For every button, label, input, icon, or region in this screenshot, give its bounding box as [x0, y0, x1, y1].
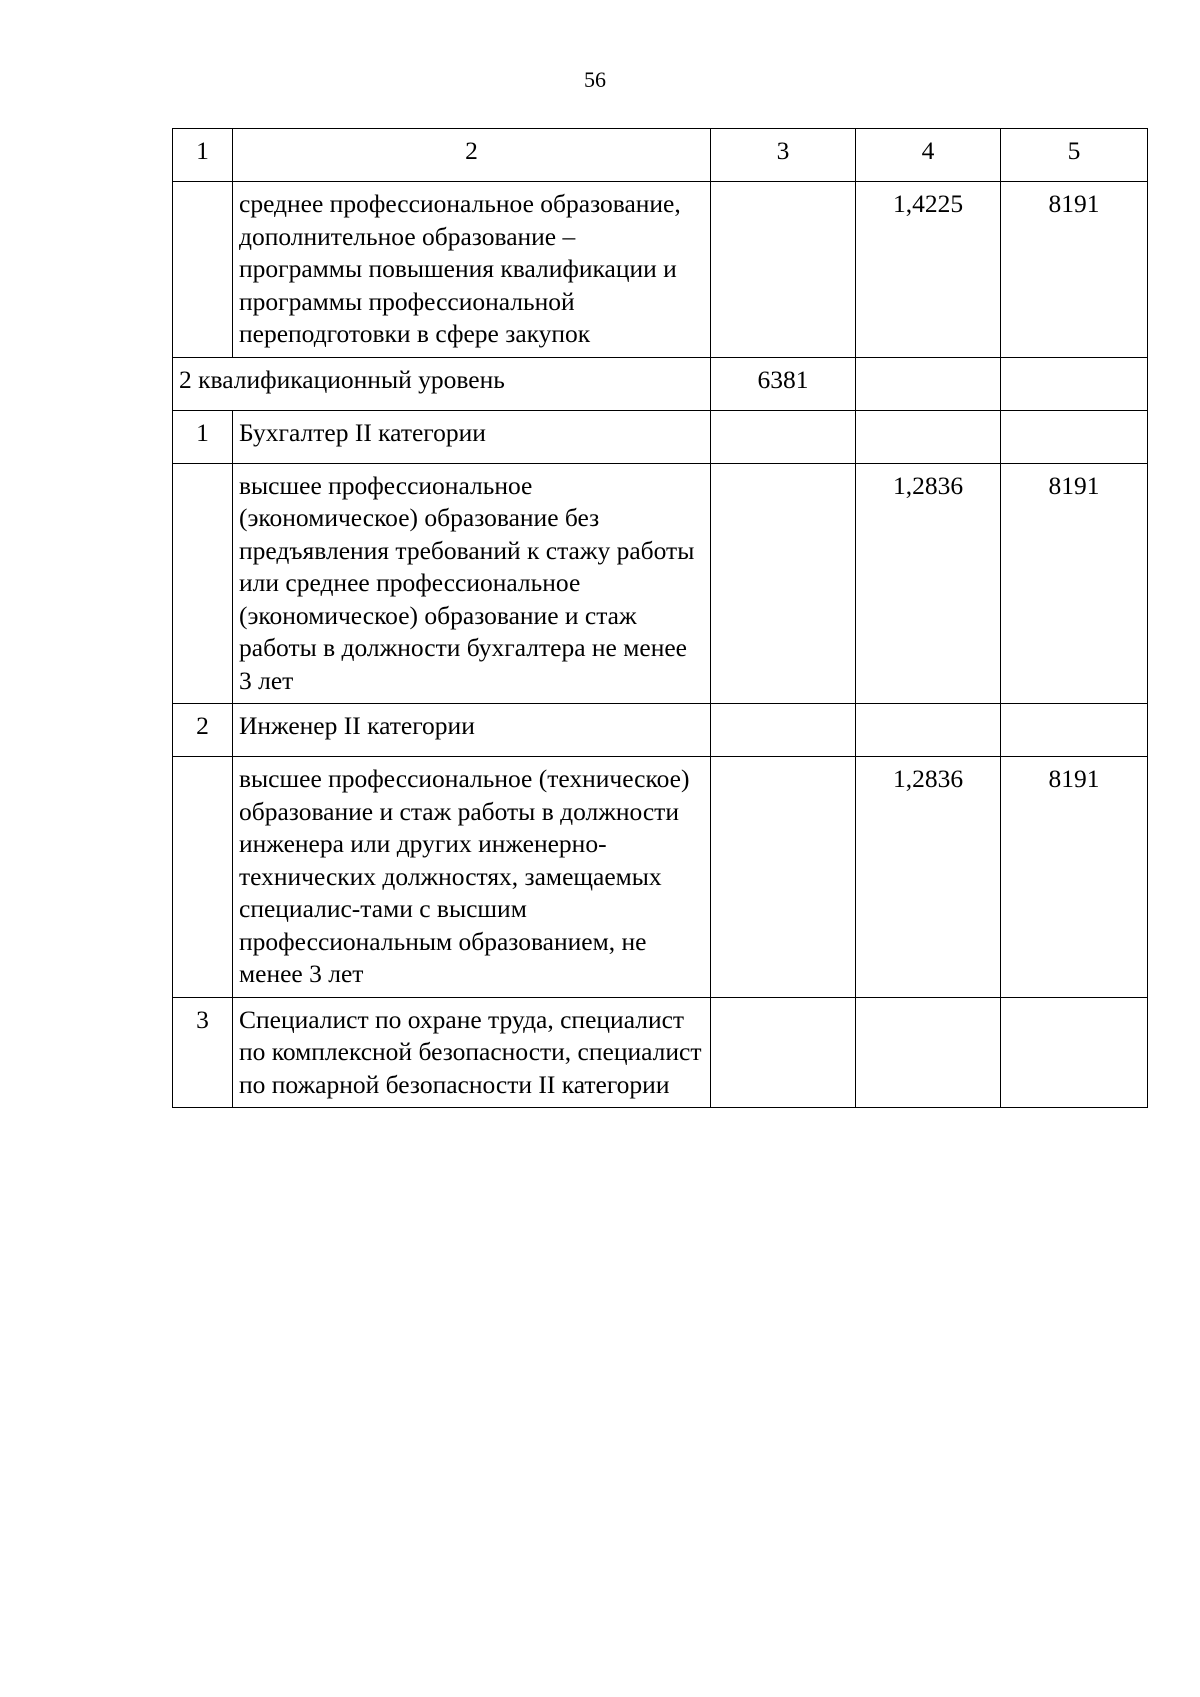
base-salary-cell — [711, 463, 856, 704]
coefficient-cell — [856, 357, 1001, 410]
coefficient-cell: 1,4225 — [856, 182, 1001, 358]
table-row — [173, 182, 1148, 358]
row-number-cell — [173, 757, 233, 998]
header-col-2: 2 — [233, 129, 711, 182]
amount-cell: 8191 — [1001, 757, 1148, 998]
coefficient-cell — [856, 997, 1001, 1108]
header-col-4: 4 — [856, 129, 1001, 182]
amount-cell — [1001, 357, 1148, 410]
amount-cell: 8191 — [1001, 182, 1148, 358]
requirement-text-cell: высшее профессиональное (техническое) образование и стаж работы в должности инженера или других инженерно-технических должностях, замещаемых специалис-тами с высшим профессиональным образованием, не менее 3 лет — [233, 757, 711, 998]
position-title-cell: Бухгалтер II категории — [233, 410, 711, 463]
header-col-1: 1 — [173, 129, 233, 182]
table-row — [173, 463, 1148, 704]
position-title-cell: Инженер II категории — [233, 704, 711, 757]
coefficient-cell: 1,2836 — [856, 463, 1001, 704]
row-number-cell: 3 — [173, 997, 233, 1108]
requirement-text-cell: среднее профессиональное образование, дополнительное образование – программы повышения квалификации и программы профессиональной переподготовки в сфере закупок — [233, 182, 711, 358]
base-salary-cell — [711, 182, 856, 358]
table-header-row — [173, 129, 1148, 182]
amount-cell — [1001, 997, 1148, 1108]
amount-cell: 8191 — [1001, 463, 1148, 704]
coefficient-cell: 1,2836 — [856, 757, 1001, 998]
row-number-cell: 2 — [173, 704, 233, 757]
table-row — [173, 757, 1148, 998]
coefficient-cell — [856, 704, 1001, 757]
amount-cell — [1001, 410, 1148, 463]
header-col-3: 3 — [711, 129, 856, 182]
row-number-cell — [173, 463, 233, 704]
table-row — [173, 704, 1148, 757]
qualification-table — [172, 128, 1148, 1108]
base-salary-cell — [711, 410, 856, 463]
base-salary-cell — [711, 997, 856, 1108]
coefficient-cell — [856, 410, 1001, 463]
table-row — [173, 410, 1148, 463]
row-number-cell: 1 — [173, 410, 233, 463]
amount-cell — [1001, 704, 1148, 757]
table-row — [173, 357, 1148, 410]
page-number: 56 — [584, 67, 606, 92]
base-salary-cell — [711, 704, 856, 757]
position-title-cell: Специалист по охране труда, специалист по комплексной безопасности, специалист по пожарной безопасности II категории — [233, 997, 711, 1108]
row-number-cell — [173, 182, 233, 358]
requirement-text-cell: высшее профессиональное (экономическое) образование без предъявления требований к стажу работы или среднее профессиональное (экономическое) образование и стаж работы в должности бухгалтера не менее 3 лет — [233, 463, 711, 704]
qualification-level-cell: 2 квалификационный уровень — [173, 357, 711, 410]
header-col-5: 5 — [1001, 129, 1148, 182]
base-salary-cell: 6381 — [711, 357, 856, 410]
base-salary-cell — [711, 757, 856, 998]
table-row — [173, 997, 1148, 1108]
